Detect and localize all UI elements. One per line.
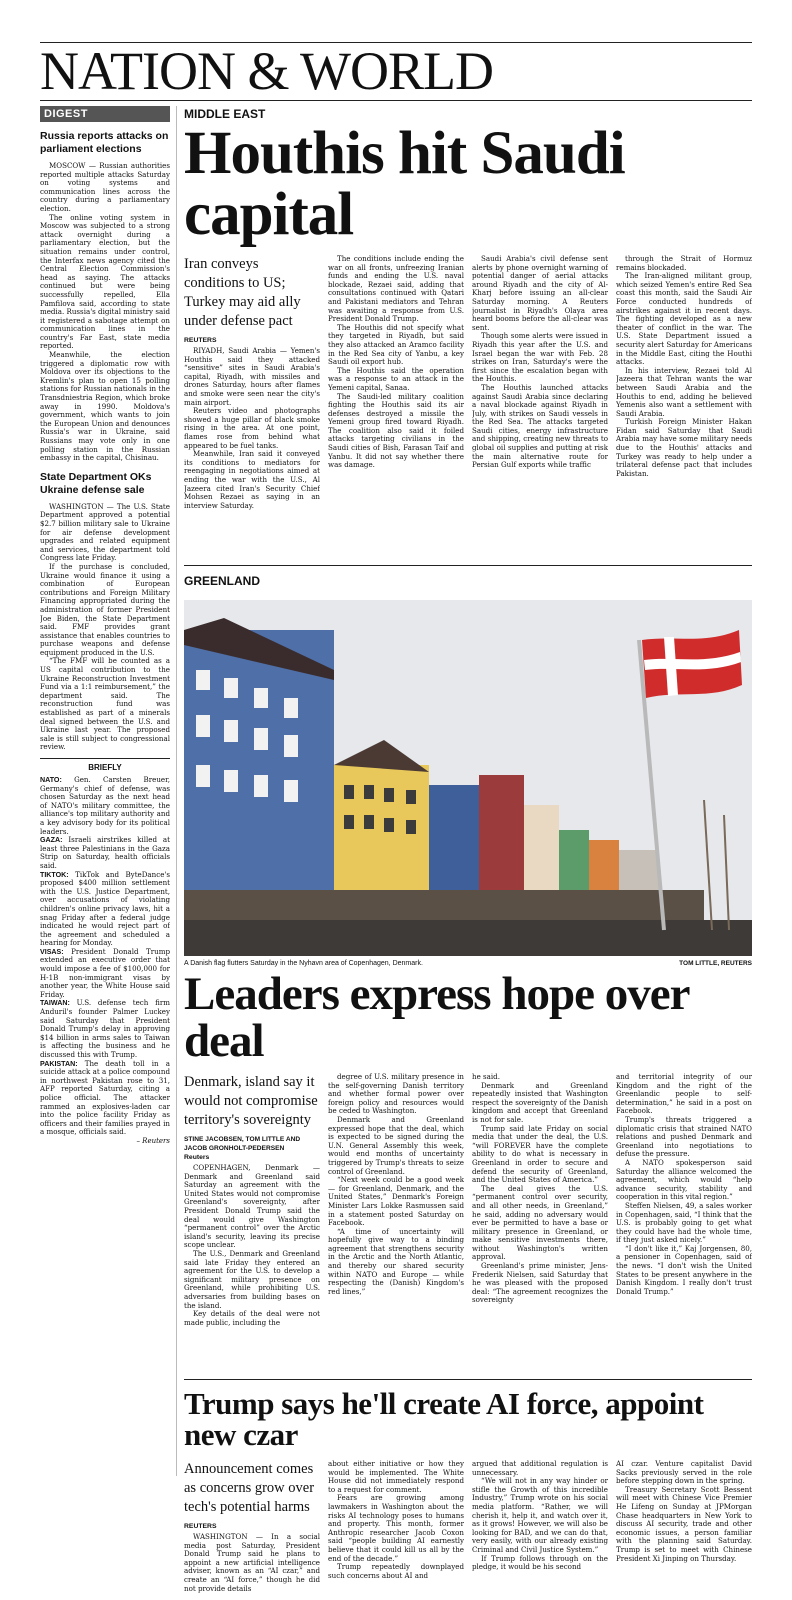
brief-text: President Donald Trump extended an executive order that would impose a fee of $100,000 for H-1B non-immigrant visas by another year, the White House said Friday. — [40, 946, 170, 999]
briefly-list — [40, 776, 170, 1146]
story-column — [472, 1073, 608, 1369]
story-column — [472, 1460, 608, 1600]
briefly-heading: BRIEFLY — [40, 758, 170, 772]
byline: STINE JACOBSEN, TOM LITTLE AND JACOB GRONHOLT-PEDERSEN — [184, 1136, 301, 1152]
brief-item — [40, 948, 170, 1000]
paragraph: “A time of uncertainty will hopefully give way to a binding agreement that strengthens security in the Arctic and the North Atlantic, and thereby our shared security within NATO and Europe — while respecting the (Danish) Kingdom's red lines,” — [328, 1226, 464, 1296]
paragraph: Trump said late Friday on social media that under the deal, the U.S. “will FOREVER have the complete ability to do what is necessary in Greenland in order to secure and defend the security of Greenland, and the United States of America.” — [472, 1123, 608, 1185]
paragraph: Denmark and Greenland repeatedly insisted that Washington respect the sovereignty of the Danish kingdom and accept that Greenland is not for sale. — [472, 1080, 608, 1124]
paragraph: Denmark and Greenland expressed hope that the deal, which is expected to be signed during the U.N. General Assembly this week, would end months of uncertainty triggered by Trump's threats to seize control of Greenland. — [328, 1114, 464, 1176]
brief-item — [40, 999, 170, 1059]
paragraph: If Trump follows through on the pledge, it would be his second — [472, 1553, 608, 1572]
paragraph: Saudi Arabia's civil defense sent alerts by phone overnight warning of potential danger of aerial attacks around Riyadh and the city of Al-Kharj before issuing an all-clear Saturday morning. A Reuters journalist in Riyadh's Olaya area heard booms before the all-clear was sent. — [472, 255, 608, 332]
paragraph: The conditions include ending the war on all fronts, unfreezing Iranian funds and ending the U.S. naval blockade, Rezaei said, adding that consultations continued with Qatari and Pakistani mediators and Tehran was awaiting a response from U.S. President Donald Trump. — [328, 255, 464, 324]
paragraph: about either initiative or how they would be implemented. The White House did not immediately respond to a request for comment. — [328, 1460, 464, 1494]
paragraph: Steffen Nielsen, 49, a sales worker in Copenhagen, said, “I think that the U.S. is probably going to get what they could have had the whole time, if they just asked nicely.” — [616, 1200, 752, 1245]
story-column — [616, 1460, 752, 1600]
story-column — [184, 1073, 320, 1369]
story-column — [328, 1073, 464, 1369]
agency-credit: REUTERS — [184, 1523, 217, 1530]
story-column — [472, 255, 608, 545]
paragraph: WASHINGTON — In a social media post Saturday, President Donald Trump said he plans to appoint a new artificial intelligence adviser, known as an “AI czar,” and create an “AI force,” though he did not provide details — [184, 1532, 320, 1593]
paragraph: The U.S., Denmark and Greenland said late Friday they entered an agreement for the U.S. to develop a significant military presence on Greenland, while prohibiting U.S. adversaries from building bases on the island. — [184, 1248, 320, 1310]
column-body — [184, 347, 320, 510]
column-body — [184, 1533, 320, 1593]
main-column — [184, 106, 752, 1600]
digest-column — [40, 106, 170, 1476]
brief-text: Gen. Carsten Breuer, Germany's chief of defense, was chosen Saturday as the next head of NATO's military committee, the alliance's top military authority and a key advisory body for its political leaders. — [40, 775, 170, 836]
deck-ai: Announcement comes as concerns grow over tech's potential harms — [184, 1461, 315, 1515]
brief-label: GAZA: — [40, 836, 63, 845]
paragraph: Turkish Foreign Minister Hakan Fidan said Saturday that Saudi Arabia may have some military needs due to the Houthis' attacks and Turkey was ready to help under a trilateral defense pact that includes Pakistan. — [616, 417, 752, 478]
digest-story-russia — [40, 162, 170, 463]
paragraph: “We will not in any way hinder or stifle the Growth of this incredible Industry,” Trump wrote on his social media platform. “Rather, we will cherish it, help it, and watch over it, as it grows! However, we will also be looking for BAD, and we can do that, very easily, with our already existing Criminal and Civil Justice System.” — [472, 1476, 608, 1554]
story-column — [184, 1460, 320, 1600]
headline-houthis: Houthis hit Saudi capital — [184, 120, 625, 248]
photo-caption: A Danish flag flutters Saturday in the Nyhavn area of Copenhagen, Denmark. — [184, 960, 423, 967]
digest-headline-ukraine: State Department OKs Ukraine defense sale — [40, 470, 152, 496]
paragraph: The Houthis launched attacks against Saudi Arabia since declaring a naval blockade against Riyadh in July, with strikes on Saudi vessels in the Red Sea. The attacks targeted Saudi cities, energy infrastructure and shipping, creating new threats to global oil supplies and putting at risk the main alternative route for Persian Gulf exports while traffic — [472, 382, 608, 470]
paragraph: “The FMF will be counted as a US capital contribution to the Ukraine Reconstruction Investment Fund via a 1:1 reimbursement,” the department said. The reconstruction fund was established as part of a minerals deal signed between the U.S. and Ukraine last year. The proposed sale is still subject to congressional review. — [40, 656, 170, 752]
headline-greenland: Leaders express hope over deal — [184, 968, 689, 1067]
story-column — [184, 255, 320, 545]
paragraph: In his interview, Rezaei told Al Jazeera that Tehran wants the war between Saudi Arabia and the Houthis to end, adding he believed Yemenis also want a settlement with Saudi Arabia. — [616, 365, 752, 418]
story-greenland — [184, 1073, 752, 1369]
brief-label: NATO: — [40, 776, 62, 784]
paragraph: If the purchase is concluded, Ukraine would finance it using a combination of European contributions and Foreign Military Financing appropriated during the administration of former President Joe Biden, the State Department said. FMF provides grant assistance that enables countries to purchase weapons and defense equipment produced in the U.S. — [40, 561, 170, 657]
brief-label: TAIWAN: — [40, 999, 70, 1008]
headline-ai: Trump says he'll create AI force, appoint new czar — [184, 1386, 704, 1452]
section-masthead: NATION & WORLD — [40, 41, 493, 101]
paragraph: through the Strait of Hormuz remains blockaded. — [616, 255, 752, 272]
agency-credit: REUTERS — [184, 337, 217, 344]
story-houthis — [184, 255, 752, 545]
paragraph: degree of U.S. military presence in the self-governing Danish territory and whether formal power over foreign policy and resources would be ceded to Washington. — [328, 1073, 464, 1116]
story-ai — [184, 1460, 752, 1600]
brief-label: TIKTOK: — [40, 870, 69, 879]
photo-caption-row — [184, 960, 752, 967]
photo-credit: TOM LITTLE, REUTERS — [679, 960, 752, 967]
brief-label: VISAS: — [40, 947, 64, 956]
section-label-middle-east: MIDDLE EAST — [184, 107, 266, 121]
brief-text: Israeli airstrikes killed at least three Palestinians in the Gaza Strip on Saturday, health officials said. — [40, 835, 170, 870]
paragraph: Fears are growing among lawmakers in Washington about the risks AI technology poses to humans and property. This month, former Anthropic researcher Jacob Coxon said “people building AI earnestly believe that it could kill us all by the end of the decade.” — [328, 1493, 464, 1563]
column-body — [184, 1164, 320, 1327]
brief-label: PAKISTAN: — [40, 1059, 78, 1068]
paragraph: Trump's threats triggered a diplomatic crisis that strained NATO relations and pushed Denmark and Greenland into negotiations to defuse the pressure. — [616, 1114, 752, 1159]
story-column — [616, 255, 752, 545]
brief-text: The death toll in a suicide attack at a police compound in northwest Pakistan rose to 31, AFP reported Saturday, citing a police official. The attacker rammed an explosives-laden car into the police facility Friday as officers and their families prayed in a mosque, officials said. — [40, 1058, 170, 1137]
paragraph: Meanwhile, the election triggered a diplomatic row with Moldova over its objections to the Kremlin's plan to open 15 polling stations for Russian nationals in the Transdniestria Region, which broke away in 1990. Moldova's government, which wants to join the European Union and denounces Russia's war in Ukraine, said Russians may vote only in one polling station in the Russian embassy in the capital, Chisinau. — [40, 350, 170, 463]
photo-nyhavn — [184, 600, 752, 956]
paragraph: “Next week could be a good week — for Greenland, Denmark, and the United States,” Denmark's Foreign Minister Lars Lokke Rasmussen said in a statement posted Saturday on Facebook. — [328, 1175, 464, 1228]
paragraph: The deal gives the U.S. “permanent control over security, and all other needs, in Greenland,” he said, adding no adversary would ever be permitted to have a base or military presence in Greenland, or make sensitive investments there, without Washington's written approval. — [472, 1183, 608, 1262]
paragraph: The online voting system in Moscow was subjected to a strong attack overnight during a parliamentary election, but the situation remains under control, the Interfax news agency cited the Central Election Commission's head as saying. The attacks continued but were being successfully repelled, Ella Pamfilova said, according to state media. Russia's digital ministry said it registered a sabotage attempt on communication lines in the country's Far East, state media reported. — [40, 212, 170, 351]
paragraph: Trump repeatedly downplayed such concerns about AI and — [328, 1562, 464, 1580]
brief-item — [40, 1060, 170, 1137]
paragraph: Reuters video and photographs showed a huge pillar of black smoke rising in the area. At one point, flames rose from behind what appeared to be fuel tanks. — [184, 406, 320, 450]
paragraph: MOSCOW — Russian authorities reported multiple attacks Saturday on voting systems and communication lines across the country during a parliamentary election. — [40, 161, 170, 213]
section-divider — [184, 1379, 752, 1380]
paragraph: AI czar. Venture capitalist David Sacks previously served in the role before stepping down in the spring. — [616, 1460, 752, 1486]
paragraph: The Houthis did not specify what they targeted in Riyadh, but said they also attacked an Aramco facility in the Red Sea city of Yanbu, a key Saudi oil export hub. — [328, 322, 464, 367]
paragraph: Greenland's prime minister, Jens-Frederik Nielsen, said Saturday that he was pleased with the proposed deal: “The agreement recognizes the sovereignty — [472, 1261, 608, 1305]
paragraph: WASHINGTON — The U.S. State Department approved a potential $2.7 billion military sale to Ukraine for air defense development upgrades and related equipment and services, the department told Congress late Friday. — [40, 501, 170, 563]
digest-credit: – Reuters — [136, 1136, 170, 1145]
paragraph: The Saudi-led military coalition fighting the Houthis said its air defenses destroyed a missile the Yemeni group fired toward Riyadh. The coalition also said it foiled attacks targeting civilians in the Saudi cities of Bish, Farasan Taif and Yanbu. It did not say whether there was damage. — [328, 391, 464, 470]
paragraph: The Iran-aligned militant group, which seized Yemen's entire Red Sea coast this month, said the Saudi Air Force conducted hundreds of airstrikes against it in recent days. The fighting developed as a new theater of conflict in the war. The U.S. State Department issued a security alert Saturday for Americans in the Middle East, citing the Houthi attacks. — [616, 271, 752, 367]
paragraph: and territorial integrity of our Kingdom and the right of the Greenlandic people to self-determination,” he said in a post on Facebook. — [616, 1073, 752, 1116]
brief-item — [40, 871, 170, 948]
paragraph: Treasury Secretary Scott Bessent will meet with Chinese Vice Premier He Lifeng on Sunday at JPMorgan Chase headquarters in New York to discuss AI security, trade and other economic issues, a person familiar with the planning said Saturday. Trump is set to meet with Chinese President Xi Jinping on Thursday. — [616, 1484, 752, 1563]
brief-text: U.S. defense tech firm Anduril's founder Palmer Luckey said Saturday that President Donald Trump's delay in approving $14 billion in arms sales to Taiwan is affecting the business and he discussed this with Trump. — [40, 998, 170, 1059]
nyhavn-photo-illustration — [184, 600, 752, 956]
digest-tag: DIGEST — [40, 106, 170, 122]
paragraph: argued that additional regulation is unnecessary. — [472, 1460, 608, 1477]
story-column — [328, 255, 464, 545]
digest-headline-russia: Russia reports attacks on parliament elections — [40, 130, 169, 155]
paragraph: RIYADH, Saudi Arabia — Yemen's Houthis said they attacked “sensitive” sites in Saudi Arabia's capital, Riyadh, with missiles and drones Saturday, hours after flames and smoke were seen near the city's main airport. — [184, 346, 320, 407]
brief-item — [40, 776, 170, 836]
story-column — [328, 1460, 464, 1600]
section-label-greenland: GREENLAND — [184, 574, 261, 588]
deck-houthis: Iran conveys conditions to US; Turkey may aid ally under defense pact — [184, 256, 301, 329]
paragraph: Though some alerts were issued in Riyadh this year after the U.S. and Israel began the war with Feb. 28 strikes on Iran, Saturday's were the first since the escalation began with the Houthis. — [472, 331, 608, 384]
masthead-bottom-rule — [40, 100, 752, 101]
paragraph: Meanwhile, Iran said it conveyed its conditions to mediators for reengaging in negotiations aimed at ending the war with the U.S., Al Jazeera cited Iran's Security Chief Mohsen Rezaei as saying in an interview Saturday. — [184, 449, 320, 510]
paragraph: Key details of the deal were not made public, including the — [184, 1309, 320, 1327]
agency-credit: Reuters — [184, 1154, 210, 1161]
brief-item — [40, 836, 170, 870]
deck-greenland: Denmark, island say it would not compromise territory's sovereignty — [184, 1074, 318, 1128]
paragraph: A NATO spokesperson said Saturday the alliance welcomed the agreement, which would “help advance security, stability and cooperation in this vital region.” — [616, 1157, 752, 1202]
paragraph: The Houthis said the operation was a response to an attack in the Yemeni capital, Sanaa. — [328, 365, 464, 392]
paragraph: “I don't like it,” Kaj Jorgensen, 80, a pensioner in Copenhagen, said of the news. “I don't wish the United States to be present anywhere in the Danish Kingdom. I really don't trust Donald Trump.” — [616, 1243, 752, 1296]
paragraph: he said. — [472, 1073, 500, 1081]
brief-text: TikTok and ByteDance's proposed $400 million settlement with the U.S. Justice Department, over accusations of violating children's online privacy laws, hit a snag Friday after a federal judge indicated he would reject part of the agreement and scheduled a hearing for Monday. — [40, 869, 170, 948]
column-divider — [176, 106, 177, 1476]
story-column — [616, 1073, 752, 1369]
paragraph: COPENHAGEN, Denmark — Denmark and Greenland said Saturday an agreement with the United States would not compromise Greenland's sovereignty, after President Donald Trump said the deal would give Washington “permanent control” over the Arctic island's security, leaving its precise scope unclear. — [184, 1163, 320, 1250]
digest-story-ukraine — [40, 503, 170, 752]
section-divider — [184, 565, 752, 566]
